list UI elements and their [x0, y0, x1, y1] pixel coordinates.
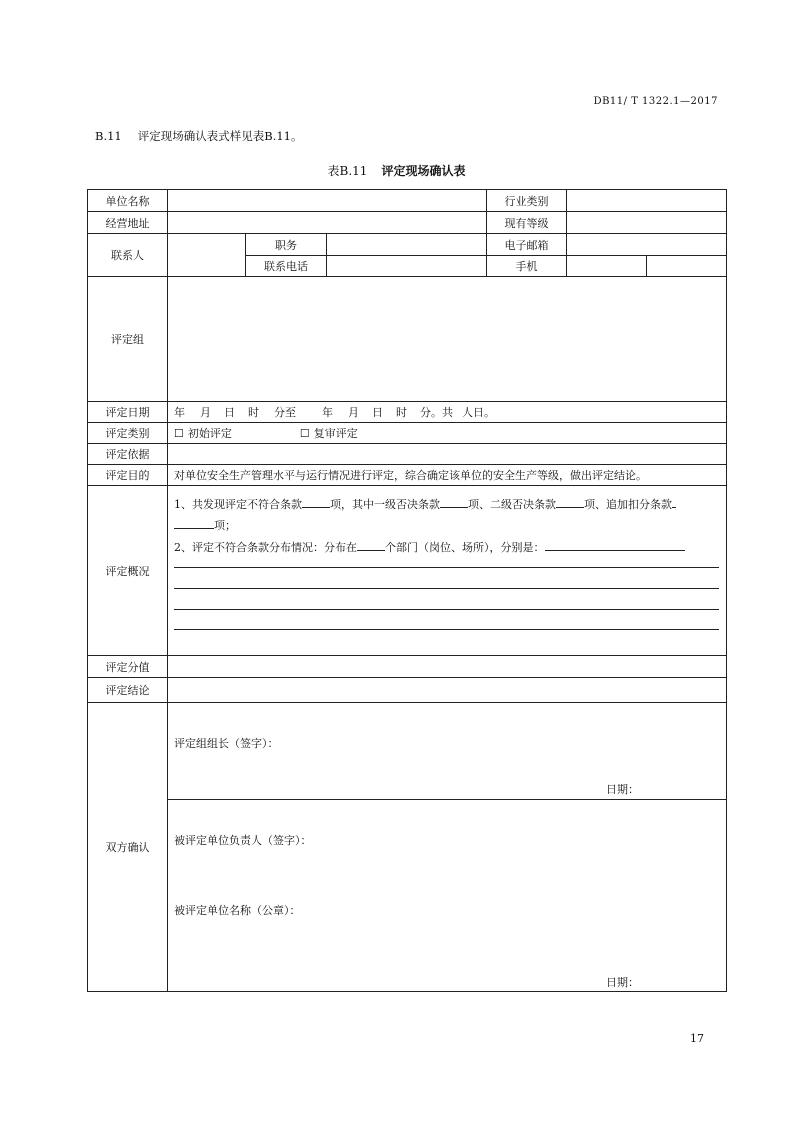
- blank-level1-count[interactable]: [440, 497, 468, 508]
- date-day-2: 日: [372, 406, 383, 419]
- phone-label: 联系电话: [246, 256, 327, 277]
- blank-dept-list[interactable]: [545, 540, 685, 551]
- date-year-1: 年: [174, 406, 185, 419]
- mobile-label: 手机: [487, 256, 567, 277]
- position-label: 职务: [246, 234, 327, 256]
- writing-line-3[interactable]: [174, 609, 719, 610]
- review-eval-option: 复审评定: [313, 427, 358, 440]
- blank-dept-count[interactable]: [357, 540, 385, 551]
- row-eval-score: [88, 656, 727, 678]
- page-number: 17: [690, 1032, 704, 1045]
- writing-line-4[interactable]: [174, 629, 719, 630]
- industry-field[interactable]: [567, 190, 727, 212]
- table-caption: [0, 162, 793, 179]
- current-level-label: 现有等级: [487, 212, 567, 234]
- email-label: 电子邮箱: [487, 234, 567, 256]
- table-title: 评定现场确认表: [381, 164, 466, 178]
- address-label: 经营地址: [88, 212, 168, 234]
- eval-overview-field[interactable]: [168, 486, 727, 656]
- overview-l1-d: 项、追加扣分条款: [584, 498, 672, 511]
- position-field[interactable]: [327, 234, 487, 256]
- blank-level2-count[interactable]: [556, 497, 584, 508]
- overview-line-3: [174, 539, 685, 555]
- row-contact-1: [88, 234, 727, 256]
- unit-name-label: 单位名称: [88, 190, 168, 212]
- row-address: [88, 212, 727, 234]
- confirmation-form-table: [87, 189, 727, 992]
- date-hour-1: 时: [248, 406, 259, 419]
- contact-field[interactable]: [168, 234, 246, 277]
- unit-head-sign-label: 被评定单位负责人（签字）：: [174, 834, 312, 847]
- email-field[interactable]: [567, 234, 727, 256]
- date-day-1: 日: [224, 406, 235, 419]
- row-confirm-1: [88, 703, 727, 800]
- industry-label: 行业类别: [487, 190, 567, 212]
- eval-date-field[interactable]: [168, 402, 727, 423]
- date-year-2: 年: [322, 406, 333, 419]
- current-level-field[interactable]: [567, 212, 727, 234]
- initial-eval-checkbox[interactable]: ☐: [174, 427, 184, 440]
- blank-nonconform-count[interactable]: [302, 497, 330, 508]
- overview-l3-a: 2、评定不符合条款分布情况：分布在: [174, 541, 357, 554]
- eval-type-field: [168, 423, 727, 444]
- eval-group-label: 评定组: [88, 277, 168, 402]
- eval-conclusion-label: 评定结论: [88, 678, 168, 703]
- table-number: 表B.11: [327, 164, 368, 178]
- date-person-days: 人日。: [462, 406, 495, 419]
- address-field[interactable]: [168, 212, 487, 234]
- date-minute-2: 分。共: [420, 406, 453, 419]
- row-unit-name: [88, 190, 727, 212]
- leader-date-label: 日期：: [606, 783, 639, 796]
- unit-name-field[interactable]: [168, 190, 487, 212]
- row-eval-type: [88, 423, 727, 444]
- confirm-label: 双方确认: [88, 703, 168, 992]
- eval-basis-field[interactable]: [168, 444, 727, 465]
- writing-line-2[interactable]: [174, 588, 719, 589]
- mobile-field[interactable]: [567, 256, 647, 277]
- unit-date-label: 日期：: [606, 976, 639, 989]
- date-month-2: 月: [348, 406, 359, 419]
- phone-field[interactable]: [327, 256, 487, 277]
- overview-line-1: [174, 496, 676, 512]
- overview-l1-a: 1、共发现评定不符合条款: [174, 498, 302, 511]
- row-eval-date: [88, 402, 727, 423]
- date-minute-1: 分至: [274, 406, 296, 419]
- eval-overview-label: 评定概况: [88, 486, 168, 656]
- overview-l3-b: 个部门（岗位、场所），分别是：: [385, 541, 545, 554]
- section-number: B.11: [95, 129, 122, 143]
- initial-eval-option: 初始评定: [187, 427, 232, 440]
- eval-date-label: 评定日期: [88, 402, 168, 423]
- eval-score-label: 评定分值: [88, 656, 168, 678]
- row-eval-overview: [88, 486, 727, 656]
- overview-line-2: [174, 517, 236, 533]
- row-eval-conclusion: [88, 678, 727, 703]
- mobile-field-extra[interactable]: [647, 256, 727, 277]
- date-hour-2: 时: [396, 406, 407, 419]
- eval-purpose-label: 评定目的: [88, 465, 168, 486]
- section-note: [95, 128, 319, 144]
- writing-line-1[interactable]: [174, 567, 719, 568]
- eval-purpose-text: 对单位安全生产管理水平与运行情况进行评定，综合确定该单位的安全生产等级，做出评定结论。: [168, 465, 727, 486]
- date-month-1: 月: [200, 406, 211, 419]
- leader-sign-label: 评定组组长（签字）：: [174, 737, 279, 750]
- document-code: DB11/ T 1322.1—2017: [593, 96, 718, 107]
- row-eval-basis: [88, 444, 727, 465]
- leader-sign-field[interactable]: [168, 703, 727, 800]
- review-eval-checkbox[interactable]: ☐: [299, 427, 310, 440]
- eval-basis-label: 评定依据: [88, 444, 168, 465]
- section-text: 评定现场确认表式样见表B.11。: [137, 129, 303, 143]
- eval-conclusion-field[interactable]: [168, 678, 727, 703]
- eval-score-field[interactable]: [168, 656, 727, 678]
- unit-sign-field[interactable]: [168, 800, 727, 992]
- eval-type-label: 评定类别: [88, 423, 168, 444]
- row-eval-purpose: [88, 465, 727, 486]
- row-confirm-2: [88, 800, 727, 992]
- unit-seal-label: 被评定单位名称（公章）：: [174, 904, 301, 917]
- blank-extra-deduct-count[interactable]: [174, 518, 214, 529]
- overview-l1-c: 项、二级否决条款: [468, 498, 556, 511]
- overview-l1-b: 项，其中一级否决条款: [330, 498, 440, 511]
- blank-extra-deduct-tail[interactable]: [672, 497, 676, 508]
- overview-l2: 项；: [214, 519, 236, 532]
- row-eval-group: [88, 277, 727, 402]
- contact-label: 联系人: [88, 234, 168, 277]
- eval-group-field[interactable]: [168, 277, 727, 402]
